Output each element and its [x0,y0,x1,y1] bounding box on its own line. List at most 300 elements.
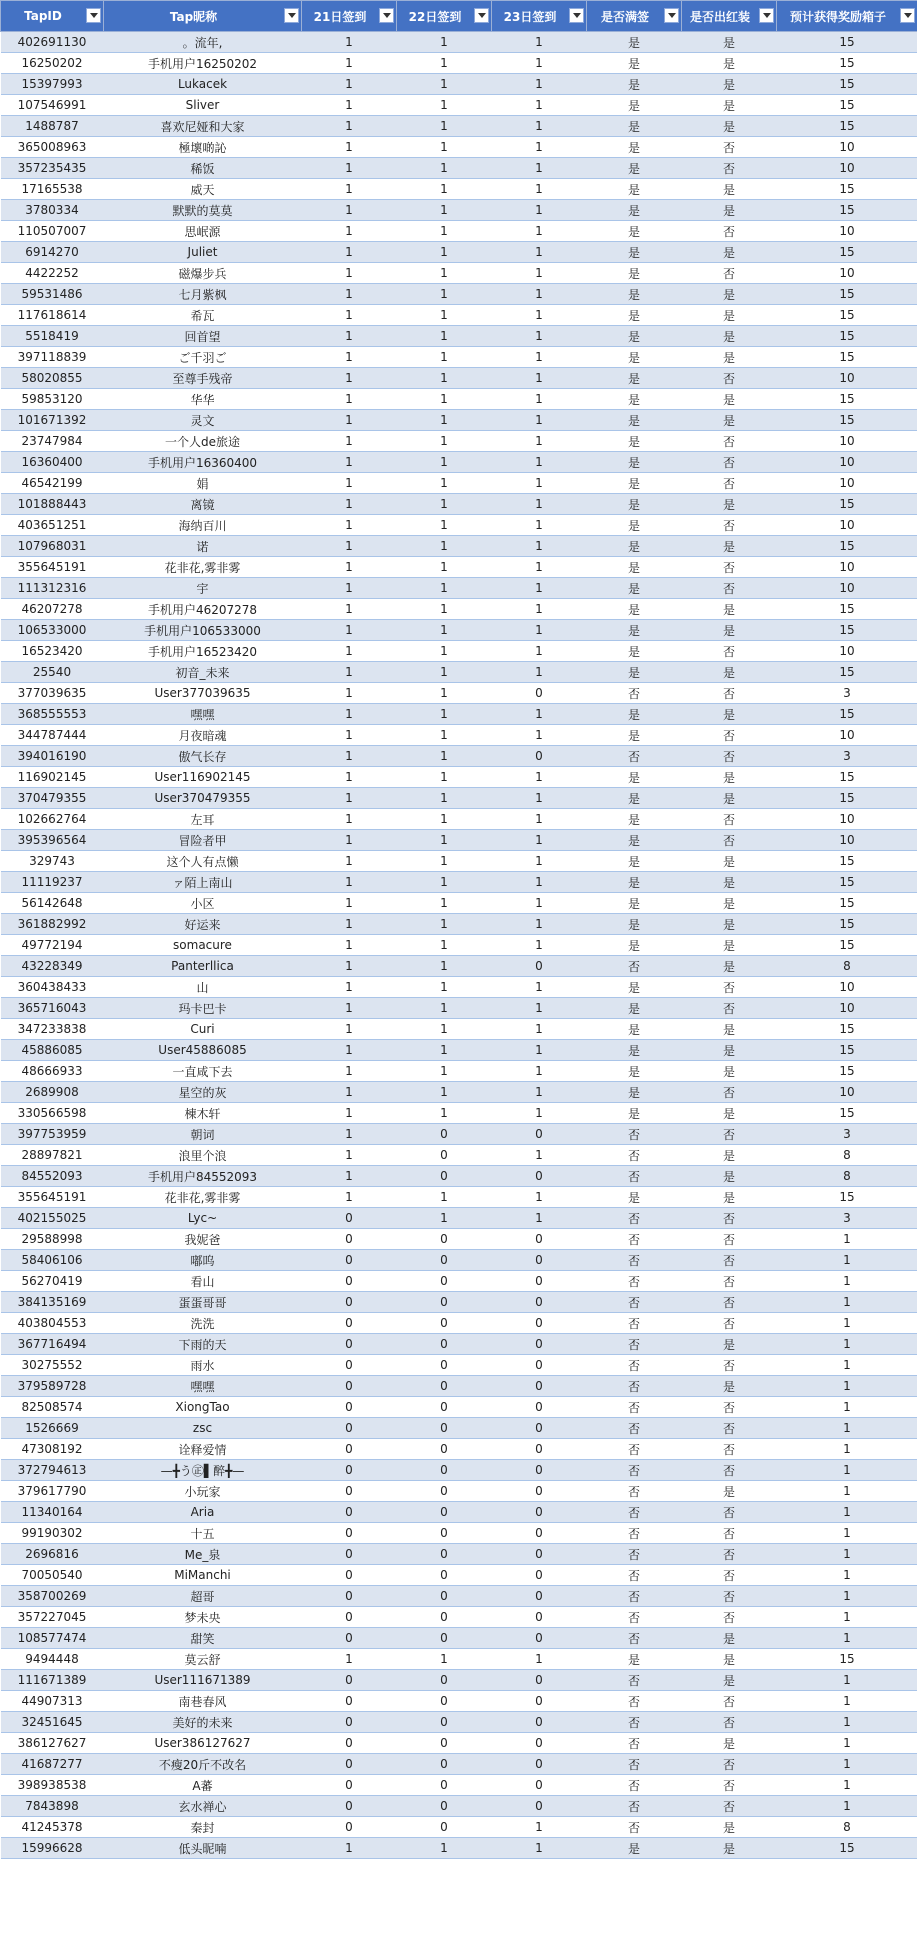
cell-reward-boxes[interactable]: 15 [777,53,917,74]
cell-tapid[interactable]: 395396564 [1,830,104,851]
cell-day23[interactable]: 1 [492,662,587,683]
cell-full-sign[interactable]: 是 [587,788,682,809]
cell-day21[interactable]: 1 [302,431,397,452]
cell-day21[interactable]: 1 [302,599,397,620]
cell-reward-boxes[interactable]: 15 [777,893,917,914]
cell-tapid[interactable]: 82508574 [1,1397,104,1418]
cell-day23[interactable]: 0 [492,1502,587,1523]
cell-nickname[interactable]: User111671389 [104,1670,302,1691]
cell-day23[interactable]: 0 [492,746,587,767]
cell-day22[interactable]: 0 [397,1124,492,1145]
cell-day21[interactable]: 1 [302,1061,397,1082]
cell-day22[interactable]: 1 [397,536,492,557]
cell-full-sign[interactable]: 否 [587,1523,682,1544]
cell-day21[interactable]: 0 [302,1733,397,1754]
cell-day23[interactable]: 1 [492,179,587,200]
cell-full-sign[interactable]: 是 [587,515,682,536]
cell-day22[interactable]: 0 [397,1397,492,1418]
cell-day23[interactable]: 1 [492,1103,587,1124]
cell-day21[interactable]: 1 [302,158,397,179]
cell-tapid[interactable]: 56142648 [1,893,104,914]
cell-tapid[interactable]: 403804553 [1,1313,104,1334]
cell-day22[interactable]: 0 [397,1523,492,1544]
cell-reward-boxes[interactable]: 15 [777,1649,917,1670]
cell-full-sign[interactable]: 是 [587,1838,682,1859]
cell-full-sign[interactable]: 是 [587,851,682,872]
cell-day23[interactable]: 0 [492,1313,587,1334]
cell-nickname[interactable]: 玛卡巴卡 [104,998,302,1019]
cell-day22[interactable]: 1 [397,431,492,452]
cell-day21[interactable]: 1 [302,704,397,725]
cell-tapid[interactable]: 5518419 [1,326,104,347]
cell-full-sign[interactable]: 否 [587,1460,682,1481]
cell-tapid[interactable]: 368555553 [1,704,104,725]
cell-day23[interactable]: 1 [492,410,587,431]
cell-tapid[interactable]: 25540 [1,662,104,683]
cell-day22[interactable]: 1 [397,809,492,830]
cell-full-sign[interactable]: 否 [587,1754,682,1775]
cell-day22[interactable]: 1 [397,158,492,179]
cell-nickname[interactable]: 極壞啲訫 [104,137,302,158]
cell-day21[interactable]: 1 [302,1124,397,1145]
cell-full-sign[interactable]: 是 [587,200,682,221]
cell-full-sign[interactable]: 是 [587,1187,682,1208]
cell-day23[interactable]: 1 [492,137,587,158]
cell-full-sign[interactable]: 是 [587,872,682,893]
cell-day22[interactable]: 1 [397,662,492,683]
cell-day21[interactable]: 1 [302,473,397,494]
cell-red-gear[interactable]: 是 [682,116,777,137]
cell-tapid[interactable]: 28897821 [1,1145,104,1166]
cell-nickname[interactable]: Me_泉 [104,1544,302,1565]
cell-red-gear[interactable]: 是 [682,74,777,95]
cell-nickname[interactable]: 梦未央 [104,1607,302,1628]
cell-day22[interactable]: 0 [397,1502,492,1523]
cell-tapid[interactable]: 44907313 [1,1691,104,1712]
cell-day23[interactable]: 0 [492,1229,587,1250]
cell-day21[interactable]: 1 [302,95,397,116]
cell-reward-boxes[interactable]: 15 [777,1103,917,1124]
cell-day21[interactable]: 1 [302,200,397,221]
cell-day22[interactable]: 1 [397,305,492,326]
cell-full-sign[interactable]: 否 [587,1166,682,1187]
cell-reward-boxes[interactable]: 15 [777,1040,917,1061]
cell-nickname[interactable]: Lyc~ [104,1208,302,1229]
cell-red-gear[interactable]: 否 [682,641,777,662]
cell-tapid[interactable]: 398938538 [1,1775,104,1796]
cell-reward-boxes[interactable]: 1 [777,1586,917,1607]
cell-full-sign[interactable]: 否 [587,1313,682,1334]
cell-day22[interactable]: 1 [397,1040,492,1061]
cell-day23[interactable]: 0 [492,1565,587,1586]
cell-full-sign[interactable]: 是 [587,1103,682,1124]
cell-day21[interactable]: 1 [302,410,397,431]
filter-dropdown-button[interactable] [474,8,489,23]
cell-reward-boxes[interactable]: 3 [777,683,917,704]
cell-reward-boxes[interactable]: 15 [777,599,917,620]
cell-tapid[interactable]: 361882992 [1,914,104,935]
cell-red-gear[interactable]: 否 [682,431,777,452]
cell-full-sign[interactable]: 否 [587,1733,682,1754]
cell-day22[interactable]: 1 [397,872,492,893]
cell-reward-boxes[interactable]: 8 [777,1817,917,1838]
cell-day22[interactable]: 1 [397,347,492,368]
cell-nickname[interactable]: Juliet [104,242,302,263]
cell-reward-boxes[interactable]: 10 [777,473,917,494]
cell-day23[interactable]: 0 [492,1523,587,1544]
cell-reward-boxes[interactable]: 1 [777,1418,917,1439]
cell-day21[interactable]: 0 [302,1754,397,1775]
cell-day23[interactable]: 1 [492,1019,587,1040]
cell-day21[interactable]: 1 [302,242,397,263]
cell-day21[interactable]: 0 [302,1502,397,1523]
cell-day22[interactable]: 1 [397,1103,492,1124]
cell-reward-boxes[interactable]: 3 [777,746,917,767]
cell-day22[interactable]: 1 [397,1082,492,1103]
cell-day23[interactable]: 1 [492,809,587,830]
cell-day21[interactable]: 0 [302,1544,397,1565]
cell-day21[interactable]: 1 [302,620,397,641]
cell-full-sign[interactable]: 否 [587,1250,682,1271]
cell-reward-boxes[interactable]: 1 [777,1250,917,1271]
cell-day22[interactable]: 1 [397,620,492,641]
cell-day21[interactable]: 0 [302,1313,397,1334]
cell-day23[interactable]: 1 [492,767,587,788]
cell-reward-boxes[interactable]: 15 [777,326,917,347]
cell-full-sign[interactable]: 否 [587,1817,682,1838]
cell-day23[interactable]: 1 [492,704,587,725]
cell-red-gear[interactable]: 是 [682,1733,777,1754]
cell-day21[interactable]: 0 [302,1817,397,1838]
cell-full-sign[interactable]: 是 [587,1040,682,1061]
filter-dropdown-button[interactable] [759,8,774,23]
cell-day22[interactable]: 0 [397,1481,492,1502]
cell-tapid[interactable]: 23747984 [1,431,104,452]
cell-red-gear[interactable]: 是 [682,893,777,914]
cell-full-sign[interactable]: 是 [587,263,682,284]
cell-day22[interactable]: 1 [397,683,492,704]
cell-tapid[interactable]: 29588998 [1,1229,104,1250]
cell-nickname[interactable]: 离镜 [104,494,302,515]
cell-day22[interactable]: 1 [397,494,492,515]
cell-day22[interactable]: 1 [397,137,492,158]
cell-nickname[interactable]: User377039635 [104,683,302,704]
cell-nickname[interactable]: XiongTao [104,1397,302,1418]
cell-nickname[interactable]: Curi [104,1019,302,1040]
cell-day22[interactable]: 0 [397,1628,492,1649]
cell-red-gear[interactable]: 是 [682,536,777,557]
cell-red-gear[interactable]: 是 [682,32,777,53]
cell-tapid[interactable]: 41687277 [1,1754,104,1775]
cell-tapid[interactable]: 110507007 [1,221,104,242]
cell-day23[interactable]: 1 [492,221,587,242]
cell-day23[interactable]: 1 [492,347,587,368]
cell-tapid[interactable]: 58020855 [1,368,104,389]
cell-full-sign[interactable]: 是 [587,809,682,830]
cell-nickname[interactable]: 小区 [104,893,302,914]
cell-day21[interactable]: 1 [302,326,397,347]
cell-red-gear[interactable]: 是 [682,1187,777,1208]
cell-tapid[interactable]: 30275552 [1,1355,104,1376]
cell-red-gear[interactable]: 是 [682,620,777,641]
cell-day21[interactable]: 1 [302,179,397,200]
cell-nickname[interactable]: 手机用户16250202 [104,53,302,74]
cell-day21[interactable]: 1 [302,515,397,536]
cell-day22[interactable]: 1 [397,326,492,347]
cell-full-sign[interactable]: 是 [587,641,682,662]
cell-nickname[interactable]: 希瓦 [104,305,302,326]
cell-reward-boxes[interactable]: 15 [777,74,917,95]
cell-nickname[interactable]: 手机用户84552093 [104,1166,302,1187]
cell-reward-boxes[interactable]: 10 [777,263,917,284]
cell-day21[interactable]: 1 [302,1082,397,1103]
cell-red-gear[interactable]: 否 [682,683,777,704]
filter-dropdown-button[interactable] [284,8,299,23]
cell-red-gear[interactable]: 否 [682,1544,777,1565]
cell-day22[interactable]: 1 [397,641,492,662]
cell-nickname[interactable]: 手机用户46207278 [104,599,302,620]
cell-day22[interactable]: 1 [397,578,492,599]
cell-day22[interactable]: 0 [397,1292,492,1313]
cell-day22[interactable]: 1 [397,95,492,116]
cell-tapid[interactable]: 357227045 [1,1607,104,1628]
cell-day22[interactable]: 1 [397,830,492,851]
cell-day23[interactable]: 0 [492,1166,587,1187]
cell-tapid[interactable]: 357235435 [1,158,104,179]
cell-day22[interactable]: 1 [397,704,492,725]
cell-nickname[interactable]: Aria [104,1502,302,1523]
cell-reward-boxes[interactable]: 15 [777,851,917,872]
cell-full-sign[interactable]: 是 [587,242,682,263]
cell-day21[interactable]: 1 [302,1103,397,1124]
cell-full-sign[interactable]: 是 [587,32,682,53]
cell-day21[interactable]: 1 [302,872,397,893]
cell-red-gear[interactable]: 是 [682,284,777,305]
cell-day22[interactable]: 1 [397,599,492,620]
cell-red-gear[interactable]: 否 [682,1124,777,1145]
cell-day23[interactable]: 1 [492,977,587,998]
cell-reward-boxes[interactable]: 15 [777,1019,917,1040]
cell-red-gear[interactable]: 否 [682,1250,777,1271]
cell-tapid[interactable]: 111671389 [1,1670,104,1691]
cell-day22[interactable]: 0 [397,1586,492,1607]
cell-red-gear[interactable]: 否 [682,158,777,179]
cell-tapid[interactable]: 59853120 [1,389,104,410]
cell-nickname[interactable]: ァ陌上南山 [104,872,302,893]
cell-day22[interactable]: 1 [397,515,492,536]
cell-day22[interactable]: 0 [397,1439,492,1460]
cell-full-sign[interactable]: 是 [587,494,682,515]
cell-full-sign[interactable]: 否 [587,1292,682,1313]
cell-day21[interactable]: 0 [302,1775,397,1796]
cell-day22[interactable]: 0 [397,1754,492,1775]
cell-reward-boxes[interactable]: 10 [777,557,917,578]
cell-tapid[interactable]: 59531486 [1,284,104,305]
cell-nickname[interactable]: User45886085 [104,1040,302,1061]
cell-day23[interactable]: 1 [492,725,587,746]
cell-day22[interactable]: 1 [397,1649,492,1670]
cell-red-gear[interactable]: 是 [682,1061,777,1082]
cell-nickname[interactable]: 诠释爱情 [104,1439,302,1460]
cell-red-gear[interactable]: 是 [682,872,777,893]
cell-nickname[interactable]: 花非花,雾非雾 [104,1187,302,1208]
cell-tapid[interactable]: 111312316 [1,578,104,599]
cell-day21[interactable]: 1 [302,851,397,872]
cell-tapid[interactable]: 17165538 [1,179,104,200]
cell-day22[interactable]: 1 [397,767,492,788]
cell-tapid[interactable]: 43228349 [1,956,104,977]
cell-day23[interactable]: 1 [492,368,587,389]
cell-red-gear[interactable]: 是 [682,53,777,74]
cell-nickname[interactable]: 手机用户106533000 [104,620,302,641]
cell-day23[interactable]: 1 [492,473,587,494]
cell-reward-boxes[interactable]: 15 [777,872,917,893]
cell-reward-boxes[interactable]: 1 [777,1334,917,1355]
cell-tapid[interactable]: 403651251 [1,515,104,536]
cell-red-gear[interactable]: 是 [682,788,777,809]
cell-reward-boxes[interactable]: 10 [777,830,917,851]
cell-nickname[interactable]: 华华 [104,389,302,410]
cell-nickname[interactable]: 不瘦20斤不改名 [104,1754,302,1775]
cell-nickname[interactable]: 甜笑 [104,1628,302,1649]
cell-tapid[interactable]: 329743 [1,851,104,872]
cell-reward-boxes[interactable]: 1 [777,1691,917,1712]
cell-day23[interactable]: 1 [492,158,587,179]
cell-full-sign[interactable]: 是 [587,221,682,242]
cell-day21[interactable]: 0 [302,1334,397,1355]
cell-day22[interactable]: 1 [397,725,492,746]
cell-nickname[interactable]: Lukacek [104,74,302,95]
cell-full-sign[interactable]: 是 [587,704,682,725]
cell-nickname[interactable]: 雨水 [104,1355,302,1376]
cell-red-gear[interactable]: 是 [682,914,777,935]
cell-day23[interactable]: 1 [492,116,587,137]
cell-full-sign[interactable]: 是 [587,767,682,788]
cell-reward-boxes[interactable]: 10 [777,809,917,830]
cell-day23[interactable]: 0 [492,1691,587,1712]
cell-reward-boxes[interactable]: 15 [777,494,917,515]
cell-full-sign[interactable]: 是 [587,95,682,116]
cell-day21[interactable]: 1 [302,998,397,1019]
cell-red-gear[interactable]: 是 [682,410,777,431]
cell-day21[interactable]: 1 [302,1019,397,1040]
cell-nickname[interactable]: 玄水禅心 [104,1796,302,1817]
cell-reward-boxes[interactable]: 10 [777,1082,917,1103]
cell-day23[interactable]: 1 [492,536,587,557]
cell-day21[interactable]: 0 [302,1250,397,1271]
cell-full-sign[interactable]: 否 [587,1208,682,1229]
cell-nickname[interactable]: 洗洗 [104,1313,302,1334]
cell-red-gear[interactable]: 是 [682,935,777,956]
cell-day22[interactable]: 0 [397,1355,492,1376]
cell-day21[interactable]: 1 [302,893,397,914]
cell-full-sign[interactable]: 是 [587,1061,682,1082]
filter-dropdown-button[interactable] [379,8,394,23]
cell-day23[interactable]: 0 [492,956,587,977]
cell-nickname[interactable]: 左耳 [104,809,302,830]
cell-red-gear[interactable]: 是 [682,851,777,872]
cell-full-sign[interactable]: 是 [587,284,682,305]
cell-day23[interactable]: 0 [492,1607,587,1628]
cell-day21[interactable]: 0 [302,1271,397,1292]
cell-day23[interactable]: 1 [492,641,587,662]
cell-day21[interactable]: 1 [302,788,397,809]
cell-day21[interactable]: 0 [302,1796,397,1817]
cell-reward-boxes[interactable]: 1 [777,1733,917,1754]
cell-red-gear[interactable]: 否 [682,1229,777,1250]
cell-nickname[interactable]: 手机用户16360400 [104,452,302,473]
cell-full-sign[interactable]: 是 [587,998,682,1019]
cell-reward-boxes[interactable]: 8 [777,956,917,977]
cell-day23[interactable]: 0 [492,1775,587,1796]
cell-tapid[interactable]: 41245378 [1,1817,104,1838]
cell-day22[interactable]: 1 [397,851,492,872]
cell-day22[interactable]: 1 [397,200,492,221]
cell-day22[interactable]: 0 [397,1460,492,1481]
cell-tapid[interactable]: 2689908 [1,1082,104,1103]
cell-nickname[interactable]: 至尊手残帝 [104,368,302,389]
cell-red-gear[interactable]: 否 [682,263,777,284]
cell-day22[interactable]: 1 [397,74,492,95]
cell-day23[interactable]: 1 [492,935,587,956]
cell-red-gear[interactable]: 否 [682,221,777,242]
cell-red-gear[interactable]: 否 [682,1775,777,1796]
cell-full-sign[interactable]: 是 [587,431,682,452]
cell-reward-boxes[interactable]: 1 [777,1754,917,1775]
cell-day23[interactable]: 1 [492,851,587,872]
cell-red-gear[interactable]: 否 [682,1460,777,1481]
cell-tapid[interactable]: 384135169 [1,1292,104,1313]
cell-nickname[interactable]: 默默的莫莫 [104,200,302,221]
cell-reward-boxes[interactable]: 15 [777,914,917,935]
cell-day21[interactable]: 0 [302,1376,397,1397]
cell-day23[interactable]: 1 [492,599,587,620]
cell-red-gear[interactable]: 否 [682,830,777,851]
cell-reward-boxes[interactable]: 10 [777,368,917,389]
cell-nickname[interactable]: 超哥 [104,1586,302,1607]
cell-reward-boxes[interactable]: 1 [777,1292,917,1313]
cell-reward-boxes[interactable]: 15 [777,1838,917,1859]
cell-day22[interactable]: 1 [397,368,492,389]
cell-reward-boxes[interactable]: 15 [777,620,917,641]
cell-full-sign[interactable]: 否 [587,1670,682,1691]
cell-red-gear[interactable]: 否 [682,557,777,578]
cell-full-sign[interactable]: 否 [587,1229,682,1250]
cell-day22[interactable]: 1 [397,1208,492,1229]
cell-tapid[interactable]: 365716043 [1,998,104,1019]
cell-red-gear[interactable]: 否 [682,1082,777,1103]
cell-reward-boxes[interactable]: 10 [777,998,917,1019]
cell-tapid[interactable]: 117618614 [1,305,104,326]
cell-day21[interactable]: 1 [302,1187,397,1208]
cell-nickname[interactable]: 这个人有点懒 [104,851,302,872]
cell-full-sign[interactable]: 是 [587,893,682,914]
cell-full-sign[interactable]: 是 [587,137,682,158]
cell-day21[interactable]: 1 [302,767,397,788]
cell-full-sign[interactable]: 否 [587,1712,682,1733]
cell-day21[interactable]: 1 [302,578,397,599]
cell-full-sign[interactable]: 是 [587,116,682,137]
cell-tapid[interactable]: 107546991 [1,95,104,116]
cell-red-gear[interactable]: 是 [682,1040,777,1061]
cell-day22[interactable]: 1 [397,263,492,284]
cell-day22[interactable]: 1 [397,1019,492,1040]
cell-day22[interactable]: 0 [397,1565,492,1586]
cell-nickname[interactable]: 一直咸下去 [104,1061,302,1082]
cell-tapid[interactable]: 47308192 [1,1439,104,1460]
cell-day21[interactable]: 1 [302,641,397,662]
cell-red-gear[interactable]: 是 [682,305,777,326]
